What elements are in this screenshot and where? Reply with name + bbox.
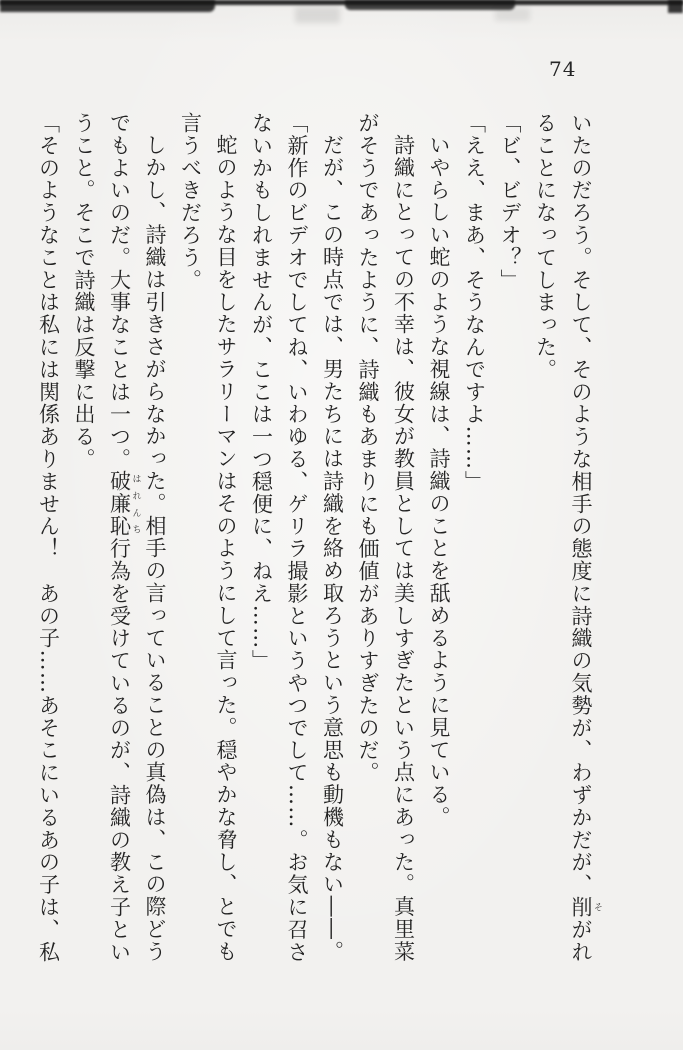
paragraph: だが、この時点では、男たちには詩織を絡め取ろうという意思も動機もない――。 — [320, 134, 345, 964]
scan-artifact-blob — [0, 0, 215, 12]
paragraph: 「新作のビデオでしてね、いわゆる、ゲリラ撮影というやつでして……。お気に召さないかもしれませんが、ここは一つ穏便に、ねえ……」 — [249, 112, 309, 964]
paragraph: いやらしい蛇のような視線は、詩織のことを舐めるように見ている。 — [427, 134, 451, 829]
scan-artifact-smudge — [295, 7, 340, 23]
furigana-ruby: 破廉恥 はれんち — [107, 470, 141, 538]
scan-artifact-blob — [345, 0, 515, 10]
text-block — [32, 112, 602, 968]
page-number: 74 — [549, 57, 577, 81]
paragraph: いたのだろう。そして、そのような相手の態度に詩織の気勢が、わずかだが、削 そがれることになってしまった。 — [533, 112, 602, 964]
paragraph: 「ええ、まあ、そうなんですよ……」 — [462, 112, 487, 493]
scan-artifact-smudge — [495, 8, 530, 21]
paragraph: 「ビ、ビデオ？」 — [498, 112, 522, 292]
paragraph: 蛇のような目をしたサラリーマンはそのようにして言った。穏やかな脅し、とでも言うべきだろう。 — [178, 112, 238, 964]
paragraph: しかし、詩織は引きさがらなかった。相手の言っていることの真偽は、この際どうでもよいのだ。大事なことは一つ。破廉恥 はれんち行為を受けているのが、詩織の教え子ということ。そこで詩織は反撃に出る。 — [72, 112, 167, 964]
furigana-ruby: 削 そ — [569, 896, 602, 919]
paragraph: 「そのようなことは私には関係ありません！ あの子……あそこにいるあの子は、私 — [36, 112, 61, 964]
paragraph: 詩織にとっての不幸は、彼女が教員としては美しすぎたという点にあった。真里菜がそうであったように、詩織もあまりにも価値がありすぎたのだ。 — [356, 112, 416, 964]
scan-artifact-blob — [668, 0, 683, 13]
